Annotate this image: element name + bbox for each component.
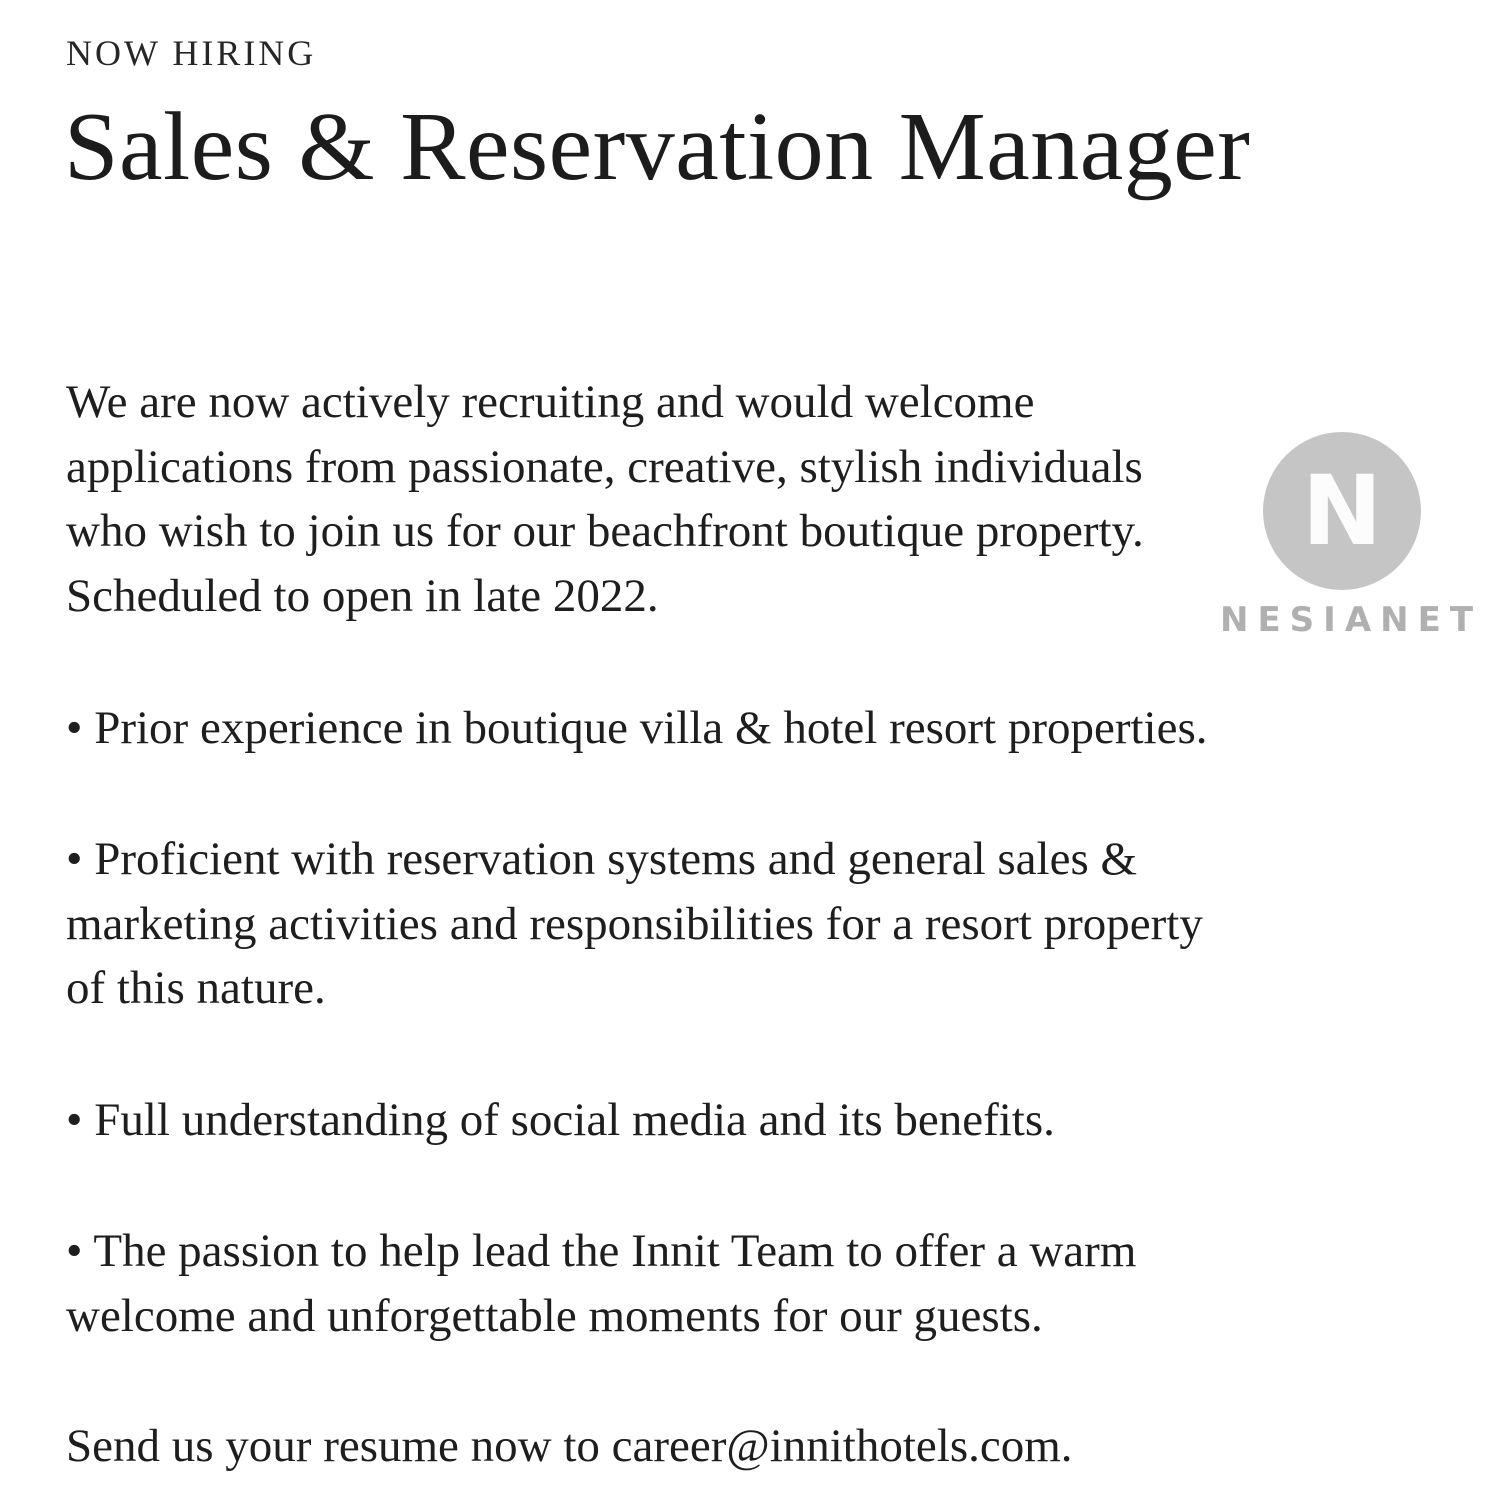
requirement-line: marketing activities and responsibilities for a resort property bbox=[66, 897, 1203, 950]
nesianet-watermark bbox=[1216, 430, 1483, 650]
requirement-line: • Full understanding of social media and its benefits. bbox=[66, 1094, 1055, 1146]
requirement-line: welcome and unforgettable moments for our guests. bbox=[66, 1289, 1043, 1342]
intro-line: We are now actively recruiting and would welcome bbox=[66, 376, 1035, 428]
cta-line: Send us your resume now to career@innithotels.com. bbox=[66, 1420, 1073, 1472]
intro-line: who wish to join us for our beachfront boutique property. bbox=[66, 505, 1144, 557]
requirement-item bbox=[66, 696, 1446, 761]
requirement-item bbox=[66, 827, 1446, 1021]
intro-line: Scheduled to open in late 2022. bbox=[66, 569, 659, 622]
job-title: Sales & Reservation Manager bbox=[64, 93, 1251, 201]
watermark-wordmark: NESIANET bbox=[1220, 600, 1483, 640]
requirement-line: • The passion to help lead the Innit Team to offer a warm bbox=[66, 1225, 1137, 1277]
contact-call-to-action bbox=[66, 1414, 1446, 1479]
requirement-line: • Prior experience in boutique villa & hotel resort properties. bbox=[66, 702, 1208, 754]
now-hiring-label: NOW HIRING bbox=[66, 33, 317, 73]
requirement-line: • Proficient with reservation systems and general sales & bbox=[66, 833, 1138, 885]
requirement-line: of this nature. bbox=[66, 962, 326, 1014]
intro-line: applications from passionate, creative, stylish individuals bbox=[66, 440, 1143, 493]
watermark-logo-letter: N bbox=[1301, 455, 1383, 567]
requirement-item bbox=[66, 1219, 1446, 1348]
requirement-item bbox=[66, 1088, 1446, 1153]
